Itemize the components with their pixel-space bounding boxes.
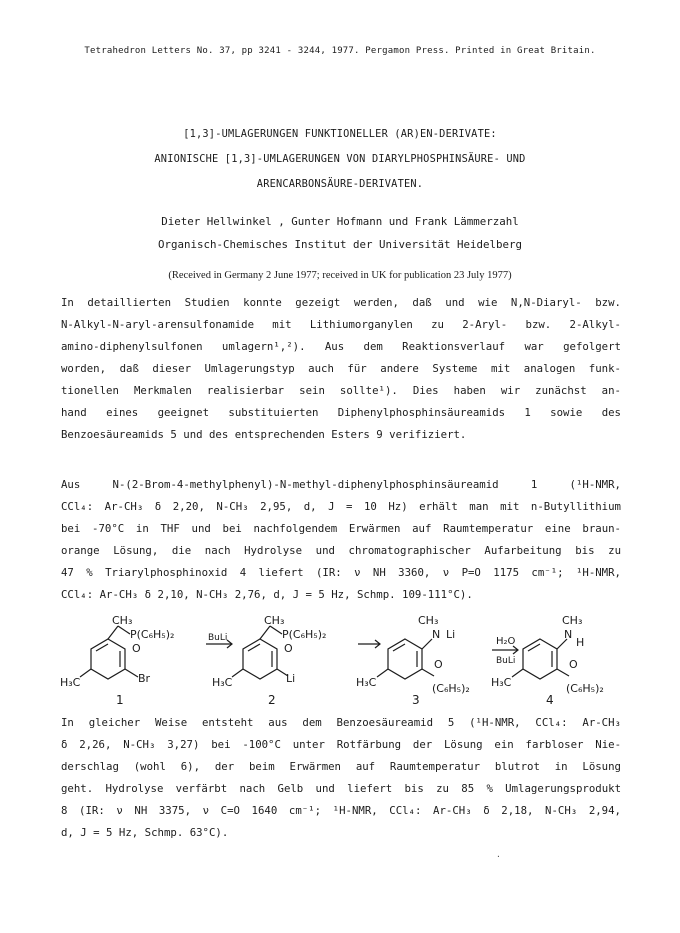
text-line: geht. Hydrolyse verfärbt nach Gelb und liefert bis zu 85 % Umlagerungsprodukt [61,782,621,795]
label-aryl-methyl: H₃C [212,676,233,689]
title-line-1: [1,3]-UMLAGERUNGEN FUNKTIONELLER (AR)EN-DERIVATE: [183,128,497,140]
text-line: derschlag (wohl 6), der beim Erwärmen auf Raumtemperatur blutrot in Lösung [61,760,621,773]
label-nitrogen: N [432,628,441,641]
label-hydrolysis: H₂O [496,636,516,647]
label-nitrogen: N [564,628,573,641]
affiliation: Organisch-Chemisches Institut der Universität Heidelberg [157,238,522,251]
text-line: bei -70°C in THF und bei nachfolgendem Erwärmen auf Raumtemperatur eine braun- [61,522,621,535]
text-line: Benzoesäureamids 5 und des entsprechenden Esters 9 verifiziert. [61,428,467,441]
label-hydrogen: H [576,636,585,649]
label-aryl-methyl: H₃C [491,676,512,689]
title-line-2: ANIONISCHE [1,3]-UMLAGERUNGEN VON DIARYLPHOSPHINSÄURE- UND [154,153,526,165]
text-line: amino-diphenylsulfonen umlagern¹,²). Aus dem Reaktionsverlauf war gefolgert [61,340,621,353]
text-line: worden, daß dieser Umlagerungstyp auch für andere Systeme mit analogen funk- [61,362,621,375]
label-oxygen: O [284,642,293,655]
reaction-scheme [60,614,620,714]
label-diphenyl: (C₆H₅)₂ [432,682,470,695]
text-line: δ 2,26, N-CH₃ 3,27) bei -100°C unter Rotfärbung der Lösung ein farbloser Nie- [61,738,621,751]
paragraph-intro [61,292,621,446]
text-line: hand eines geeignet substituierten Diphenylphosphinsäureamids 1 sowie des [61,406,621,419]
label-lithio: Li [286,672,296,685]
label-aryl-methyl: H₃C [356,676,377,689]
received-dates: (Received in Germany 2 June 1977; received in UK for publication 23 July 1977) [168,270,512,281]
label-methyl: CH₃ [112,614,133,627]
compound-number: 3 [412,693,420,707]
label-bromo: Br [138,672,151,685]
label-methyl: CH₃ [264,614,285,627]
title-line-3: ARENCARBONSÄURE-DERIVATEN. [256,178,424,190]
authors: Dieter Hellwinkel , Gunter Hofmann und Frank Lämmerzahl [161,215,519,228]
text-line: CCl₄: Ar-CH₃ δ 2,10, N-CH₃ 2,76, d, J = 5 Hz, Schmp. 109-111°C). [61,588,473,601]
label-oxygen: O [434,658,443,671]
text-line: In gleicher Weise entsteht aus dem Benzoesäureamid 5 (¹H-NMR, CCl₄: Ar-CH₃ [61,716,621,729]
label-oxygen: O [569,658,578,671]
label-reagent: BuLi [208,633,228,643]
compound-number: 2 [268,693,276,707]
text-line: N-Alkyl-N-aryl-arensulfonamide mit Lithiumorganylen zu 2-Aryl- bzw. 2-Alkyl- [61,318,621,331]
text-line: d, J = 5 Hz, Schmp. 63°C). [61,826,229,839]
paragraph-benzamide [61,712,621,844]
text-line: CCl₄: Ar-CH₃ δ 2,20, N-CH₃ 2,95, d, J = 10 Hz) erhält man mit n-Butyllithium [61,500,621,513]
label-aryl-methyl: H₃C [60,676,81,689]
label-methyl: CH₃ [562,614,583,627]
label-oxygen: O [132,642,141,655]
label-phosphoryl: P(C₆H₅)₂ [130,628,175,641]
label-diphenyl: (C₆H₅)₂ [566,682,604,695]
paragraph-phosphinamide [61,474,621,606]
text-line: Aus N-(2-Brom-4-methylphenyl)-N-methyl-diphenylphosphinsäureamid 1 (¹H-NMR, [61,478,621,491]
label-reagent: BuLi [496,656,516,666]
text-line: In detaillierten Studien konnte gezeigt werden, daß und wie N,N-Diaryl- bzw. [61,296,621,309]
compound-number: 4 [546,693,554,707]
journal-header: Tetrahedron Letters No. 37, pp 3241 - 3244, 1977. Pergamon Press. Printed in Great Britain. [84,46,596,56]
text-line: 8 (IR: ν NH 3375, ν C=O 1640 cm⁻¹; ¹H-NMR, CCl₄: Ar-CH₃ δ 2,18, N-CH₃ 2,94, [61,804,621,817]
stray-mark: · [496,852,501,861]
compound-number: 1 [116,693,124,707]
label-methyl: CH₃ [418,614,439,627]
text-line: 47 % Triarylphosphinoxid 4 liefert (IR: ν NH 3360, ν P=O 1175 cm⁻¹; ¹H-NMR, [61,566,621,579]
text-line: orange Lösung, die nach Hydrolyse und chromatographischer Aufarbeitung bis zu [61,544,621,557]
text-line: tionellen Merkmalen realisierbar sein sollte¹). Dies haben wir zunächst an- [61,384,621,397]
label-lithio: Li [446,628,456,641]
label-phosphoryl: P(C₆H₅)₂ [282,628,327,641]
